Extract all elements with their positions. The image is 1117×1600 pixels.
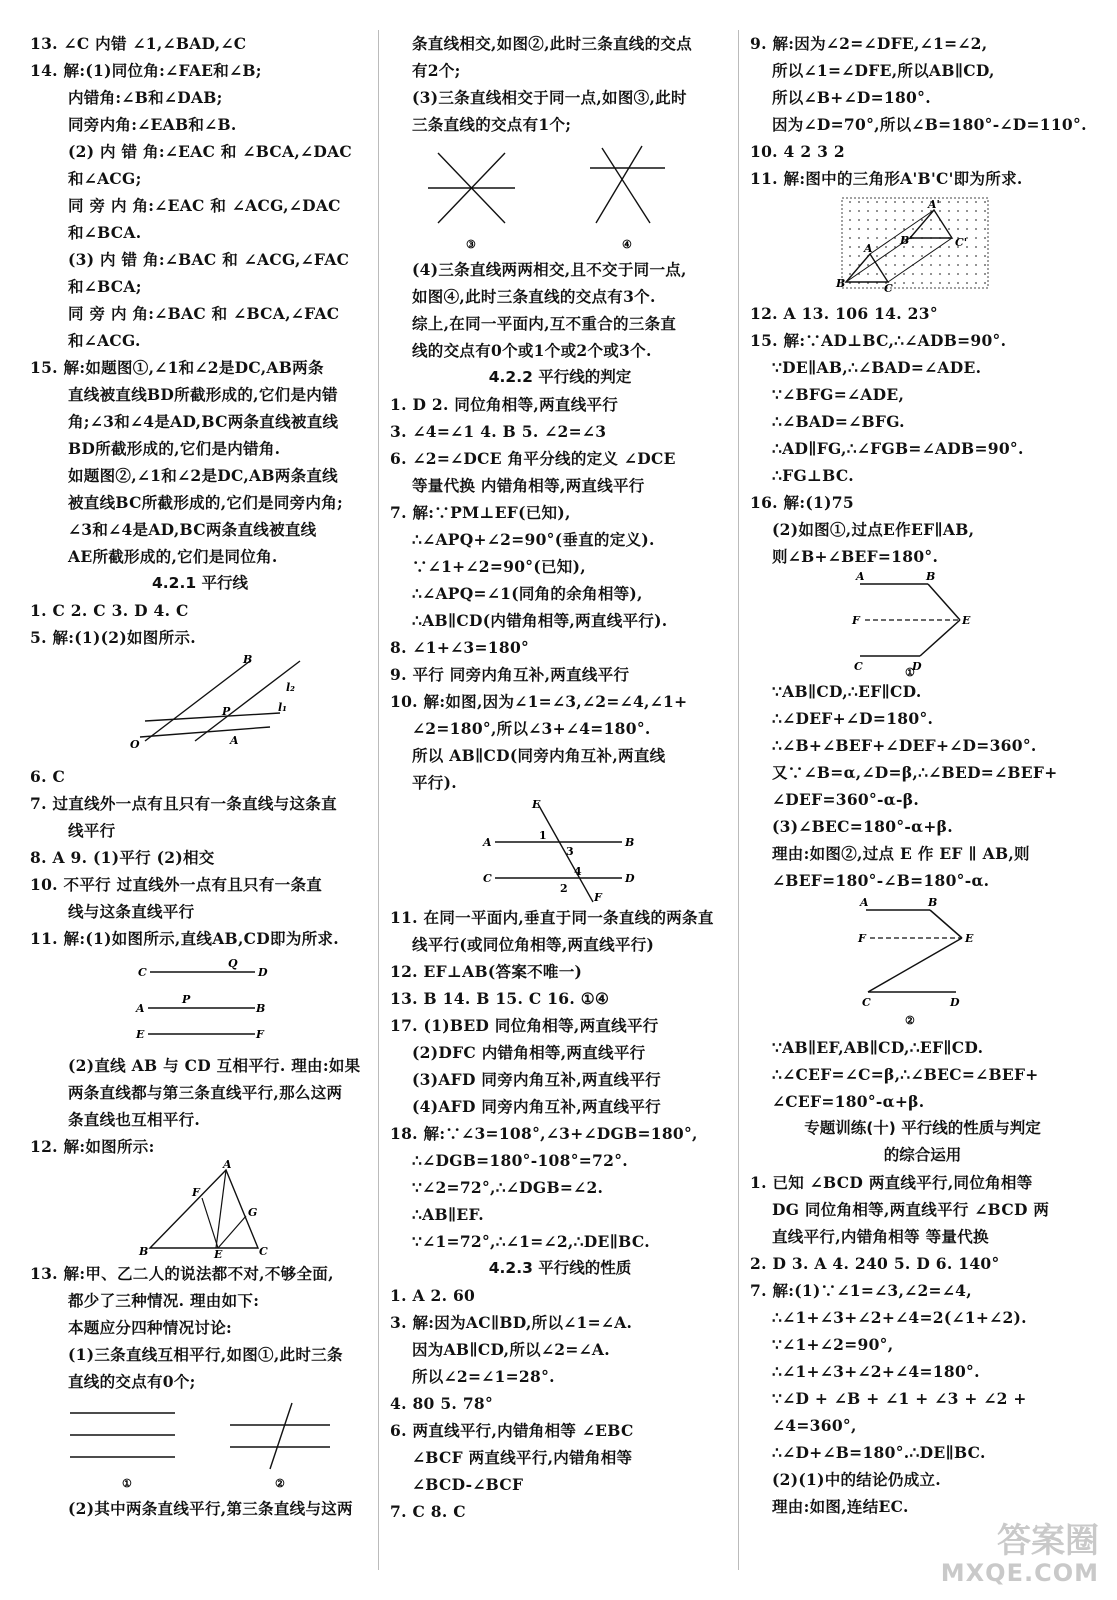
text-line: ∠3和∠4是AD,BC两条直线被直线 xyxy=(68,520,317,539)
section-heading: 4.2.2 平行线的判定 xyxy=(488,368,632,386)
text-line: 7. 解:(1)∵∠1=∠3,∠2=∠4, xyxy=(750,1281,972,1300)
text-line: 都少了三种情况. 理由如下: xyxy=(68,1291,260,1310)
label-b: B xyxy=(928,896,938,909)
label-case-2: ② xyxy=(275,1477,285,1490)
label-e: E xyxy=(965,932,974,945)
section-heading: 专题训练(十) 平行线的性质与判定 xyxy=(804,1119,1041,1137)
text-line: (3)AFD 同旁内角互补,两直线平行 xyxy=(412,1070,661,1089)
text-line: 17. (1)BED 同位角相等,两直线平行 xyxy=(390,1016,659,1035)
text-line: (3)三条直线相交于同一点,如图③,此时 xyxy=(412,88,687,107)
text-line: 6. ∠2=∠DCE 角平分线的定义 ∠DCE xyxy=(390,449,676,468)
text-line: 直线的交点有0个; xyxy=(68,1372,196,1391)
text-line: 13. ∠C 内错 ∠1,∠BAD,∠C xyxy=(30,34,247,53)
watermark-line-1: 答案圈 xyxy=(997,1521,1099,1561)
text-line: ∴AD∥FG,∴∠FGB=∠ADB=90°. xyxy=(772,439,1024,458)
text-line: 理由:如图②,过点 E 作 EF ∥ AB,则 xyxy=(772,844,1030,863)
text-line: 平行). xyxy=(412,773,457,792)
figure-16-case-2 xyxy=(750,894,1095,1034)
text-line: 8. ∠1+∠3=180° xyxy=(390,638,530,657)
text-line: (2)(1)中的结论仍成立. xyxy=(772,1470,942,1489)
label-p: P xyxy=(182,993,191,1006)
text-line: ∵∠D + ∠B + ∠1 + ∠3 + ∠2 + xyxy=(772,1389,1027,1408)
text-line: 如题图②,∠1和∠2是DC,AB两条直线 xyxy=(68,466,338,485)
text-line: 15. 解:∵AD⊥BC,∴∠ADB=90°. xyxy=(750,331,1007,350)
label-angle-1: 1 xyxy=(539,829,547,842)
label-case-3: ③ xyxy=(466,238,476,251)
text-line: ∠2=180°,所以∠3+∠4=180°. xyxy=(412,719,651,738)
text-line: 12. A 13. 106 14. 23° xyxy=(750,304,938,323)
text-line: 15. 解:如题图①,∠1和∠2是DC,AB两条 xyxy=(30,358,324,377)
text-line: ∴FG⊥BC. xyxy=(772,466,854,485)
text-line: BD所截形成的,它们是内错角. xyxy=(68,439,281,458)
text-line: 3. ∠4=∠1 4. B 5. ∠2=∠3 xyxy=(390,422,607,441)
text-line: ∵AB∥EF,AB∥CD,∴EF∥CD. xyxy=(772,1038,984,1057)
text-line: AE所截形成的,它们是同位角. xyxy=(68,547,278,566)
text-line: ∴∠B+∠BEF+∠DEF+∠D=360°. xyxy=(772,736,1037,755)
text-line: 线平行 xyxy=(68,821,116,840)
text-line: ∠CEF=180°-α+β. xyxy=(772,1092,925,1111)
text-line: 内错角:∠B和∠DAB; xyxy=(68,88,223,107)
text-line: 则∠B+∠BEF=180°. xyxy=(772,547,939,566)
text-line: 被直线BC所截形成的,它们是同旁内角; xyxy=(68,493,344,512)
label-f: F xyxy=(858,932,866,945)
text-line: 直线被直线BD所截形成的,它们是内错 xyxy=(68,385,338,404)
text-line: 5. 解:(1)(2)如图所示. xyxy=(30,628,196,647)
section-heading: 4.2.3 平行线的性质 xyxy=(488,1259,632,1277)
text-line: 如图④,此时三条直线的交点有3个. xyxy=(412,287,656,306)
figure-transversal xyxy=(390,796,730,904)
label-angle-4: 4 xyxy=(574,865,582,878)
text-line: 线平行(或同位角相等,两直线平行) xyxy=(412,935,655,954)
text-line: (2)其中两条直线平行,第三条直线与这两 xyxy=(68,1499,353,1518)
label-angle-3: 3 xyxy=(566,845,574,858)
watermark-logo xyxy=(941,1522,1099,1586)
text-line: 1. 已知 ∠BCD 两直线平行,同位角相等 xyxy=(750,1173,1033,1192)
text-line: ∵DE∥AB,∴∠BAD=∠ADE. xyxy=(772,358,982,377)
text-line: 6. C xyxy=(30,767,66,786)
label-b: B xyxy=(243,653,253,666)
text-line: (2)DFC 内错角相等,两直线平行 xyxy=(412,1043,646,1062)
label-e: E xyxy=(962,614,971,627)
text-line: 理由:如图,连结EC. xyxy=(772,1497,909,1516)
text-line: ∴∠1+∠3+∠2+∠4=2(∠1+∠2). xyxy=(772,1308,1027,1327)
text-line: 11. 在同一平面内,垂直于同一条直线的两条直 xyxy=(390,908,714,927)
label-a: A xyxy=(230,734,239,747)
column-3 xyxy=(750,30,1095,1520)
label-o: O xyxy=(130,738,140,751)
text-line: ∠DEF=360°-α-β. xyxy=(772,790,920,809)
text-line: ∴AB∥EF. xyxy=(412,1205,484,1224)
text-line: 综上,在同一平面内,互不重合的三条直 xyxy=(412,314,677,333)
text-line: 10. 不平行 过直线外一点有且只有一条直 xyxy=(30,875,323,894)
text-line: 7. 过直线外一点有且只有一条直线与这条直 xyxy=(30,794,337,813)
figure-triangle xyxy=(30,1160,370,1260)
label-c-prime: C' xyxy=(955,236,968,249)
text-line: ∵∠2=72°,∴∠DGB=∠2. xyxy=(412,1178,604,1197)
label-fig-1: ① xyxy=(905,666,915,678)
text-line: 同 旁 内 角:∠EAC 和 ∠ACG,∠DAC xyxy=(68,196,341,215)
text-line: 9. 解:因为∠2=∠DFE,∠1=∠2, xyxy=(750,34,988,53)
text-line: 11. 解:(1)如图所示,直线AB,CD即为所求. xyxy=(30,929,339,948)
label-fig-2: ② xyxy=(905,1014,915,1027)
text-line: ∴∠CEF=∠C=β,∴∠BEC=∠BEF+ xyxy=(772,1065,1039,1084)
label-d: D xyxy=(258,966,268,979)
label-case-1: ① xyxy=(122,1477,132,1490)
text-line: 10. 4 2 3 2 xyxy=(750,142,845,161)
text-line: 和∠ACG. xyxy=(68,331,141,350)
text-line: 等量代换 内错角相等,两直线平行 xyxy=(412,476,645,495)
label-b: B xyxy=(926,570,936,583)
label-f: F xyxy=(192,1186,200,1199)
text-line: 条直线相交,如图②,此时三条直线的交点 xyxy=(412,34,692,53)
text-line: 7. 解:∵PM⊥EF(已知), xyxy=(390,503,571,522)
text-line: 本题应分四种情况讨论: xyxy=(68,1318,233,1337)
watermark-line-2: MXQE.COM xyxy=(940,1559,1099,1587)
text-line: 16. 解:(1)75 xyxy=(750,493,854,512)
column-1 xyxy=(30,30,370,1522)
label-p: P xyxy=(222,705,231,718)
text-line: ∴AB∥CD(内错角相等,两直线平行). xyxy=(412,611,668,630)
text-line: (3) 内 错 角:∠BAC 和 ∠ACG,∠FAC xyxy=(68,250,350,269)
text-line: DG 同位角相等,两直线平行 ∠BCD 两 xyxy=(772,1200,1050,1219)
label-b: B xyxy=(139,1245,149,1258)
text-line: 有2个; xyxy=(412,61,461,80)
section-heading: 4.2.1 平行线 xyxy=(151,574,249,592)
label-a: A xyxy=(136,1002,145,1015)
text-line: 和∠BCA; xyxy=(68,277,142,296)
text-line: 13. 解:甲、乙二人的说法都不对,不够全面, xyxy=(30,1264,334,1283)
text-line: 同旁内角:∠EAB和∠B. xyxy=(68,115,237,134)
label-c: C xyxy=(862,996,871,1009)
column-2 xyxy=(390,30,730,1525)
section-heading-cont: 的综合运用 xyxy=(883,1146,962,1164)
label-l1: l₁ xyxy=(278,701,287,714)
label-a: A xyxy=(223,1160,232,1171)
figure-three-lines xyxy=(30,952,370,1052)
text-line: 因为AB∥CD,所以∠2=∠A. xyxy=(412,1340,610,1359)
figure-parallel-lines-o xyxy=(30,651,370,763)
c1-block-a xyxy=(30,30,370,570)
text-line: (4)三条直线两两相交,且不交于同一点, xyxy=(412,260,687,279)
text-line: ∵∠1=72°,∴∠1=∠2,∴DE∥BC. xyxy=(412,1232,650,1251)
text-line: 所以∠B+∠D=180°. xyxy=(772,88,931,107)
text-line: ∴∠1+∠3+∠2+∠4=180°. xyxy=(772,1362,980,1381)
text-line: 11. 解:图中的三角形A'B'C'即为所求. xyxy=(750,169,1023,188)
text-line: ∠BEF=180°-∠B=180°-α. xyxy=(772,871,990,890)
text-line: 和∠ACG; xyxy=(68,169,142,188)
text-line: 8. A 9. (1)平行 (2)相交 xyxy=(30,848,215,867)
text-line: (2) 内 错 角:∠EAC 和 ∠BCA,∠DAC xyxy=(68,142,353,161)
text-line: 所以∠2=∠1=28°. xyxy=(412,1367,555,1386)
label-f: F xyxy=(594,891,602,904)
text-line: 6. 两直线平行,内错角相等 ∠EBC xyxy=(390,1421,634,1440)
text-line: 又∵∠B=α,∠D=β,∴∠BED=∠BEF+ xyxy=(772,763,1058,782)
text-line: 10. 解:如图,因为∠1=∠3,∠2=∠4,∠1+ xyxy=(390,692,688,711)
label-g: G xyxy=(248,1206,258,1219)
label-a-prime: A' xyxy=(928,198,940,211)
label-b: B xyxy=(625,836,635,849)
text-line: ∴∠D+∠B=180°.∴DE∥BC. xyxy=(772,1443,986,1462)
text-line: 同 旁 内 角:∠BAC 和 ∠BCA,∠FAC xyxy=(68,304,340,323)
label-b: B xyxy=(836,277,846,290)
text-line: ∴∠BAD=∠BFG. xyxy=(772,412,905,431)
label-d: D xyxy=(625,872,635,885)
label-c: C xyxy=(259,1245,268,1258)
text-line: 条直线也互相平行. xyxy=(68,1110,201,1129)
text-line: 4. 80 5. 78° xyxy=(390,1394,494,1413)
label-b-prime: B' xyxy=(900,234,913,247)
label-c: C xyxy=(884,282,893,295)
text-line: ∴∠APQ+∠2=90°(垂直的定义). xyxy=(412,530,655,549)
text-line: 因为∠D=70°,所以∠B=180°-∠D=110°. xyxy=(772,115,1087,134)
text-line: 1. D 2. 同位角相等,两直线平行 xyxy=(390,395,619,414)
label-a: A xyxy=(864,242,873,255)
label-q: Q xyxy=(228,957,238,970)
text-line: 线的交点有0个或1个或2个或3个. xyxy=(412,341,652,360)
text-line: ∠BCF 两直线平行,内错角相等 xyxy=(412,1448,633,1467)
text-line: 12. 解:如图所示: xyxy=(30,1137,155,1156)
label-a: A xyxy=(483,836,492,849)
text-line: 1. C 2. C 3. D 4. C xyxy=(30,601,189,620)
text-line: (3)∠BEC=180°-α+β. xyxy=(772,817,953,836)
label-c: C xyxy=(483,872,492,885)
text-line: 18. 解:∵∠3=108°,∠3+∠DGB=180°, xyxy=(390,1124,698,1143)
label-l2: l₂ xyxy=(286,681,295,694)
text-line: ∵∠1+∠2=90°, xyxy=(772,1335,894,1354)
text-line: 7. C 8. C xyxy=(390,1502,466,1521)
text-line: ∵∠BFG=∠ADE, xyxy=(772,385,905,404)
label-case-4: ④ xyxy=(622,238,632,251)
text-line: 9. 平行 同旁内角互补,两直线平行 xyxy=(390,665,630,684)
text-line: (2)直线 AB 与 CD 互相平行. 理由:如果 xyxy=(68,1056,361,1075)
label-e: E xyxy=(214,1248,223,1260)
label-d: D xyxy=(912,660,922,673)
text-line: 直线平行,内错角相等 等量代换 xyxy=(772,1227,989,1246)
label-f: F xyxy=(852,614,860,627)
label-c: C xyxy=(138,966,147,979)
text-line: 线与这条直线平行 xyxy=(68,902,195,921)
text-line: 12. EF⊥AB(答案不唯一) xyxy=(390,962,583,981)
text-line: 1. A 2. 60 xyxy=(390,1286,476,1305)
figure-grid-triangle xyxy=(750,192,1095,300)
text-line: 3. 解:因为AC∥BD,所以∠1=∠A. xyxy=(390,1313,633,1332)
label-a: A xyxy=(860,896,869,909)
text-line: ∴∠APQ=∠1(同角的余角相等), xyxy=(412,584,643,603)
label-angle-2: 2 xyxy=(560,882,568,895)
text-line: 两条直线都与第三条直线平行,那么这两 xyxy=(68,1083,343,1102)
label-c: C xyxy=(854,660,863,673)
text-line: 和∠BCA. xyxy=(68,223,142,242)
text-line: ∵AB∥CD,∴EF∥CD. xyxy=(772,682,922,701)
text-line: 角;∠3和∠4是AD,BC两条直线被直线 xyxy=(68,412,339,431)
label-b: B xyxy=(256,1002,266,1015)
text-line: ∠BCD-∠BCF xyxy=(412,1475,524,1494)
text-line: (4)AFD 同旁内角互补,两直线平行 xyxy=(412,1097,661,1116)
text-line: ∴∠DGB=180°-108°=72°. xyxy=(412,1151,628,1170)
text-line: ∠4=360°, xyxy=(772,1416,857,1435)
label-f: F xyxy=(256,1028,264,1041)
text-line: 三条直线的交点有1个; xyxy=(412,115,572,134)
text-line: 14. 解:(1)同位角:∠FAE和∠B; xyxy=(30,61,262,80)
label-e: E xyxy=(532,798,541,811)
figure-16-case-1 xyxy=(750,570,1095,678)
text-line: (1)三条直线互相平行,如图①,此时三条 xyxy=(68,1345,343,1364)
figure-cases-3-4 xyxy=(390,138,730,256)
label-e: E xyxy=(136,1028,145,1041)
text-line: 2. D 3. A 4. 240 5. D 6. 140° xyxy=(750,1254,1000,1273)
text-line: 13. B 14. B 15. C 16. ①④ xyxy=(390,989,610,1008)
text-line: (2)如图①,过点E作EF∥AB, xyxy=(772,520,975,539)
figure-cases-1-2 xyxy=(30,1395,370,1495)
text-line: 所以∠1=∠DFE,所以AB∥CD, xyxy=(772,61,995,80)
text-line: ∴∠DEF+∠D=180°. xyxy=(772,709,934,728)
text-line: 所以 AB∥CD(同旁内角互补,两直线 xyxy=(412,746,666,765)
label-d: D xyxy=(950,996,960,1009)
text-line: ∵∠1+∠2=90°(已知), xyxy=(412,557,586,576)
label-a: A xyxy=(856,570,865,583)
